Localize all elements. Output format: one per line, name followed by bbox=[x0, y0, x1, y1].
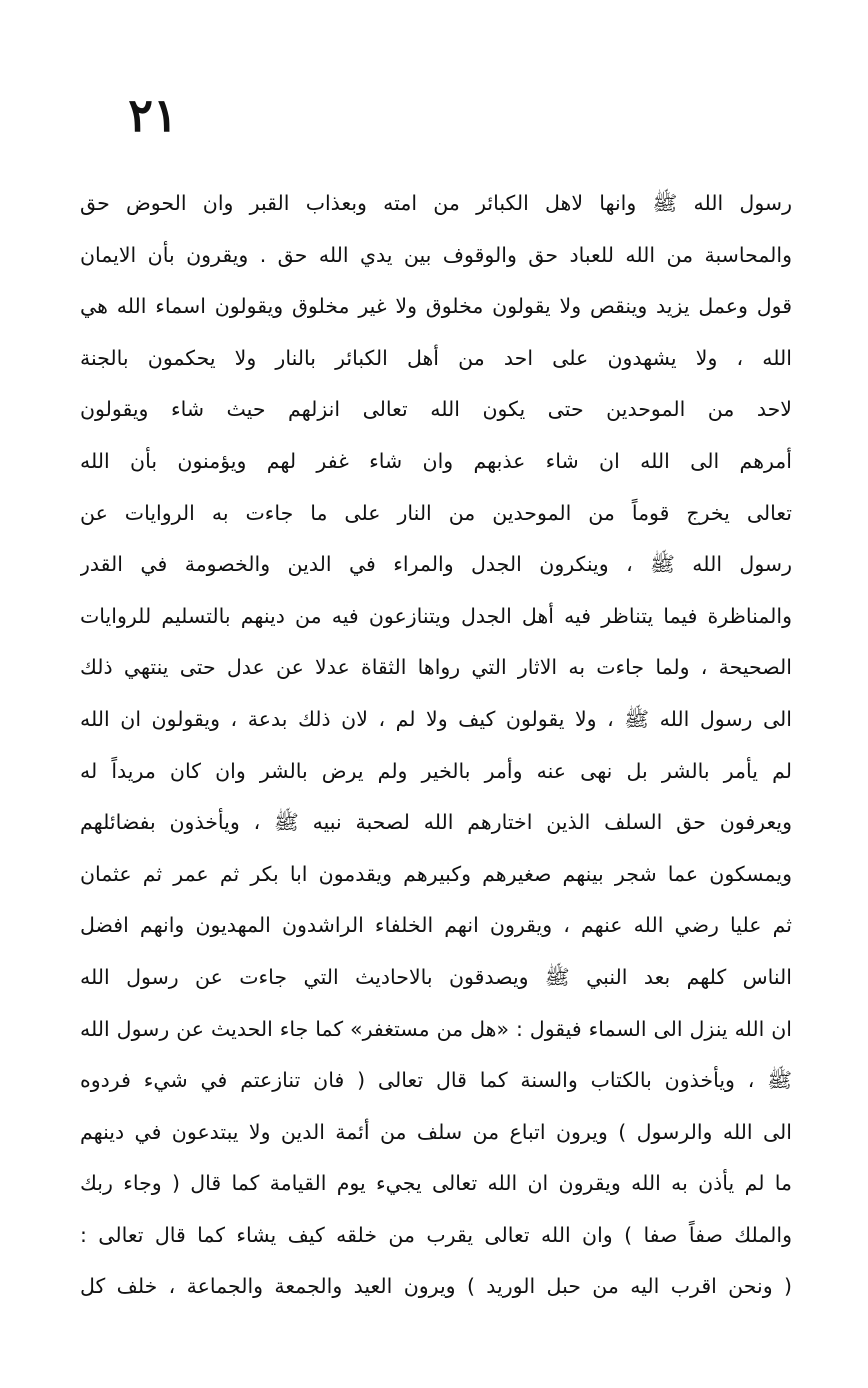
text-line: ان الله ينزل الى السماء فيقول : «هل من مستغفر» كما جاء الحديث عن رسول الله bbox=[80, 1016, 792, 1041]
body-text bbox=[80, 178, 792, 1313]
text-line: تعالى يخرج قوماً من الموحدين من النار على ما جاءت به الروايات عن bbox=[80, 500, 792, 525]
text-line: الصحيحة ، ولما جاءت به الاثار التي رواها الثقاة عدلا عن عدل حتى ينتهي ذلك bbox=[80, 655, 792, 680]
text-line: الى رسول الله ﷺ ، ولا يقولون كيف ولا لم ، لان ذلك بدعة ، ويقولون ان الله bbox=[80, 706, 792, 731]
text-line: لم يأمر بالشر بل نهى عنه وأمر بالخير ولم يرض بالشر وان كان مريداً له bbox=[80, 758, 792, 783]
text-line: قول وعمل يزيد وينقص ولا يقولون مخلوق ولا غير مخلوق ويقولون اسماء الله هي bbox=[80, 294, 792, 319]
text-line: الى الله والرسول ) ويرون اتباع من سلف من أئمة الدين ولا يبتدعون في دينهم bbox=[80, 1119, 792, 1144]
text-line: ( ونحن اقرب اليه من حبل الوريد ) ويرون العيد والجمعة والجماعة ، خلف كل bbox=[80, 1274, 792, 1299]
text-line: والمحاسبة من الله للعباد حق والوقوف بين يدي الله حق . ويقرون بأن الايمان bbox=[80, 242, 792, 267]
text-line: أمرهم الى الله ان شاء عذبهم وان شاء غفر لهم ويؤمنون بأن الله bbox=[80, 448, 792, 473]
text-line: ويمسكون عما شجر بينهم صغيرهم وكبيرهم ويقدمون ابا بكر ثم عمر ثم عثمان bbox=[80, 861, 792, 886]
text-line: ويعرفون حق السلف الذين اختارهم الله لصحبة نبيه ﷺ ، ويأخذون بفضائلهم bbox=[80, 810, 792, 835]
text-line: لاحد من الموحدين حتى يكون الله تعالى انزلهم حيث شاء ويقولون bbox=[80, 397, 792, 422]
text-line: ثم عليا رضي الله عنهم ، ويقرون انهم الخلفاء الراشدون المهديون وانهم افضل bbox=[80, 913, 792, 938]
text-line: ما لم يأذن به الله ويقرون ان الله تعالى يجيء يوم القيامة كما قال ( وجاء ربك bbox=[80, 1171, 792, 1196]
text-line: رسول الله ﷺ وانها لاهل الكبائر من امته وبعذاب القبر وان الحوض حق bbox=[80, 191, 792, 215]
text-line: والملك صفاً صفا ) وان الله تعالى يقرب من خلقه كيف يشاء كما قال تعالى : bbox=[80, 1222, 792, 1247]
text-line: الله ، ولا يشهدون على احد من أهل الكبائر بالنار ولا يحكمون بالجنة bbox=[80, 345, 792, 370]
text-line: الناس كلهم بعد النبي ﷺ ويصدقون بالاحاديث التي جاءت عن رسول الله bbox=[80, 964, 792, 989]
text-line: والمناظرة فيما يتناظر فيه أهل الجدل ويتنازعون فيه من دينهم بالتسليم للروايات bbox=[80, 603, 792, 628]
text-line: رسول الله ﷺ ، وينكرون الجدل والمراء في الدين والخصومة في القدر bbox=[80, 552, 792, 577]
text-line: ﷺ ، ويأخذون بالكتاب والسنة كما قال تعالى ( فان تنازعتم في شيء فردوه bbox=[80, 1068, 792, 1093]
page-number: ٢١ bbox=[128, 88, 178, 142]
